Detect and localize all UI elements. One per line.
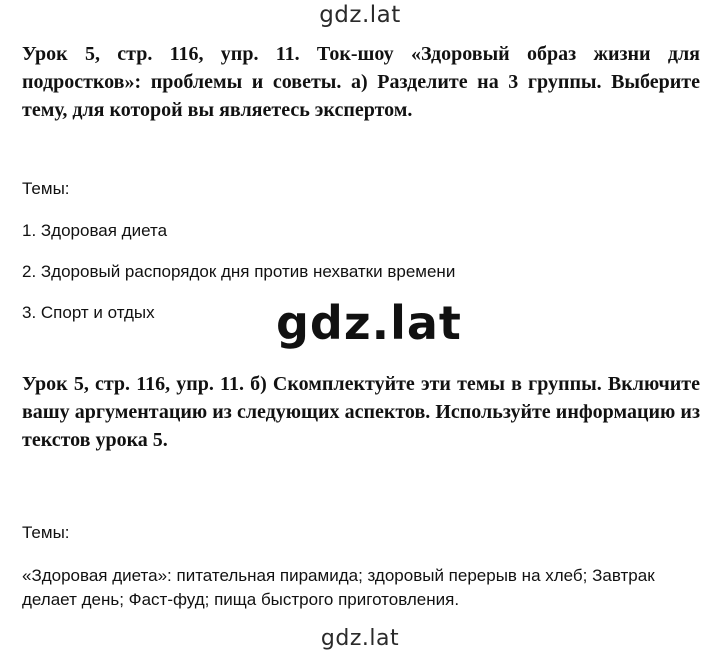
section-a-themes-label: Темы: bbox=[22, 179, 70, 198]
section-b-themes-label: Темы: bbox=[22, 523, 70, 542]
watermark-top: gdz.lat bbox=[319, 2, 401, 28]
theme-item-3: 3. Спорт и отдых bbox=[22, 303, 155, 322]
section-a-heading: Урок 5, стр. 116, упр. 11. Ток-шоу «Здоровый образ жизни для подростков»: проблемы и советы. а) Разделите на 3 группы. Выберите тему, для которой вы являетесь экспертом. bbox=[22, 43, 700, 121]
theme-item-2: 2. Здоровый распорядок дня против нехватки времени bbox=[22, 262, 456, 281]
section-b-detail: «Здоровая диета»: питательная пирамида; здоровый перерыв на хлеб; Завтрак делает день; Фаст-фуд; пища быстрого приготовления. bbox=[22, 566, 655, 609]
watermark-middle: gdz.lat bbox=[276, 296, 462, 350]
theme-item-1: 1. Здоровая диета bbox=[22, 221, 168, 240]
watermark-bottom: gdz.lat bbox=[320, 626, 400, 651]
section-b-heading: Урок 5, стр. 116, упр. 11. б) Скомплектуйте эти темы в группы. Включите вашу аргументацию из следующих аспектов. Используйте информацию из текстов урока 5. bbox=[22, 373, 700, 451]
